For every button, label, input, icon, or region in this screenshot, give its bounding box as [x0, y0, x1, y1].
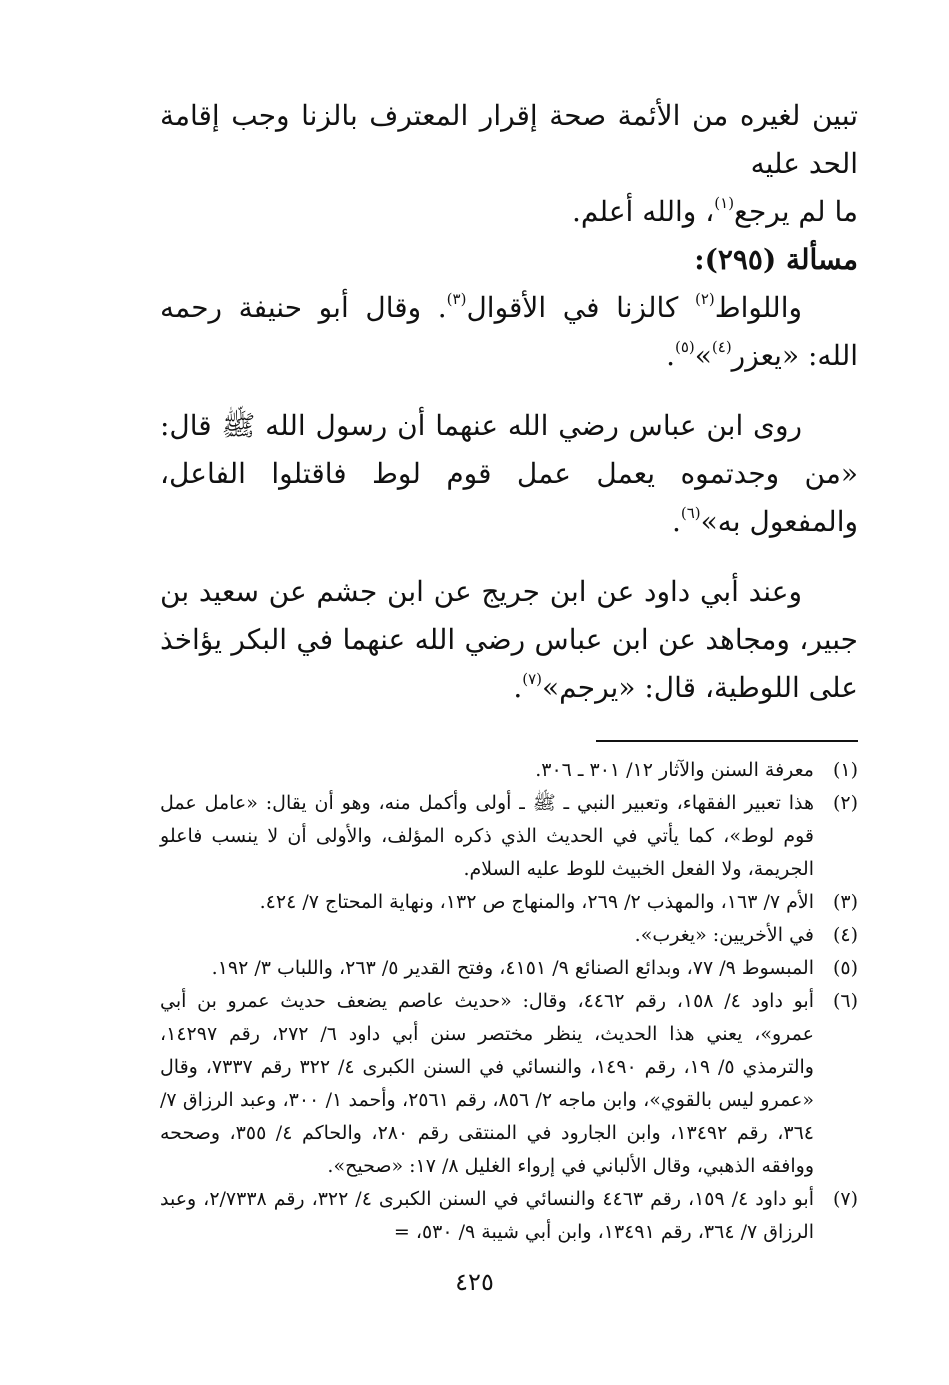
paragraph-3-text-b: . [671, 505, 681, 538]
footnote-text: معرفة السنن والآثار ١٢/ ٣٠١ ـ ٣٠٦. [535, 759, 814, 781]
paragraph-2 [160, 284, 858, 380]
paragraph-1-text-b: ما لم يرجع [734, 195, 858, 228]
footnote-5 [160, 952, 858, 985]
footnote-text: الأم ٧/ ١٦٣، والمهذب ٢/ ٢٦٩، والمنهاج ص ١٣٢، ونهاية المحتاج ٧/ ٤٢٤. [259, 891, 814, 913]
paragraph-1-line-1 [160, 92, 858, 188]
footnote-number: (١) [832, 759, 858, 781]
paragraph-4-text-a: وعند أبي داود عن ابن جريج عن ابن جشم عن سعيد بن جبير، ومجاهد عن ابن عباس رضي الله عنهما في البكر يؤاخذ على اللوطية، قال: «يرجم» [160, 575, 858, 704]
footnote-ref-7[interactable]: (٧) [522, 670, 543, 688]
paragraph-2-text-d: » [694, 339, 712, 372]
footnote-3 [160, 886, 858, 919]
paragraph-4 [160, 568, 858, 712]
paragraph-2-text-e: . [666, 339, 675, 372]
footnote-number: (٤) [832, 924, 858, 946]
footnote-text: المبسوط ٩/ ٧٧، وبدائع الصنائع ٩/ ٤١٥١، وفتح القدير ٥/ ٢٦٣، واللباب ٣/ ١٩٢. [211, 957, 814, 979]
paragraph-2-text-a: واللواط [714, 291, 802, 324]
footnote-ref-3[interactable]: (٣) [446, 290, 467, 308]
footnote-text: أبو داود ٤/ ١٥٨، رقم ٤٤٦٢، وقال: «حديث عاصم يضعف حديث عمرو بن أبي عمرو»، يعني هذا الحديث، ينظر مختصر سنن أبي داود ٦/ ٢٧٢، رقم ١٤٢٩٧، والترمذي ٥/ ١٩، رقم ١٤٩٠، والنسائي في السنن الكبرى ٤/ ٣٢٢ رقم ٧٣٣٧، وقال «عمرو ليس بالقوي»، وابن ماجه ٢/ ٨٥٦، رقم ٢٥٦١، وأحمد ١/ ٣٠٠، وعبد الرزاق ٧/ ٣٦٤، رقم ١٣٤٩٢، وابن الجارود في المنتقى رقم ٢٨٠، والحاكم ٤/ ٣٥٥، وصححه ووافقه الذهبي، وقال الألباني في إرواء الغليل ٨/ ١٧: «صحيح». [160, 990, 814, 1177]
footnote-separator [596, 740, 858, 742]
paragraph-4-text-b: . [513, 671, 523, 704]
paragraph-3-text-a: روى ابن عباس رضي الله عنهما أن رسول الله ﷺ قال: «من وجدتموه يعمل عمل قوم لوط فاقتلوا الفاعل، والمفعول به» [160, 409, 858, 538]
footnote-ref-2[interactable]: (٢) [694, 290, 715, 308]
paragraph-1-line-2 [160, 188, 858, 236]
paragraph-2-text-b: كالزنا في الأقوال [466, 291, 695, 324]
footnote-2 [160, 787, 858, 886]
footnotes [160, 754, 858, 1249]
paragraph-3 [160, 402, 858, 546]
footnote-6 [160, 985, 858, 1183]
paragraph-2-text-c: . وقال أبو حنيفة رحمه الله: «يعزر [160, 291, 858, 372]
main-text [160, 92, 858, 712]
footnote-ref-6[interactable]: (٦) [680, 504, 701, 522]
paragraph-1-text-c: ، والله أعلم. [572, 195, 715, 228]
footnote-text: أبو داود ٤/ ١٥٩، رقم ٤٤٦٣ والنسائي في السنن الكبرى ٤/ ٣٢٢، رقم ٢/٧٣٣٨، وعبد الرزاق ٧/ ٣٦٤، رقم ١٣٤٩١، وابن أبي شيبة ٩/ ٥٣٠، = [160, 1188, 814, 1243]
footnote-number: (٦) [832, 990, 858, 1012]
footnote-ref-1[interactable]: (١) [714, 194, 735, 212]
footnote-number: (٥) [832, 957, 858, 979]
footnote-number: (٣) [832, 891, 858, 913]
paragraph-1-text: تبين لغيره من الأئمة صحة إقرار المعترف بالزنا وجب إقامة الحد عليه [160, 99, 858, 180]
footnote-number: (٢) [832, 792, 858, 814]
issue-heading: مسألة (٢٩٥): [694, 243, 858, 276]
footnote-ref-4[interactable]: (٤) [711, 338, 732, 356]
page-content [160, 92, 858, 1249]
footnote-text: في الأخريين: «يغرب». [634, 924, 814, 946]
footnote-1 [160, 754, 858, 787]
footnote-number: (٧) [832, 1188, 858, 1210]
footnote-4 [160, 919, 858, 952]
page-number: ٤٢٥ [455, 1268, 494, 1296]
footnote-ref-5[interactable]: (٥) [674, 338, 695, 356]
footnote-7 [160, 1183, 858, 1249]
footnote-text: هذا تعبير الفقهاء، وتعبير النبي ـ ﷺ ـ أولى وأكمل منه، وهو أن يقال: «عامل عمل قوم لوط»، كما يأتي في الحديث الذي ذكره المؤلف، والأولى أن لا ينسب فاعلو الجريمة، ولا الفعل الخبيث للوط عليه السلام. [160, 792, 814, 880]
